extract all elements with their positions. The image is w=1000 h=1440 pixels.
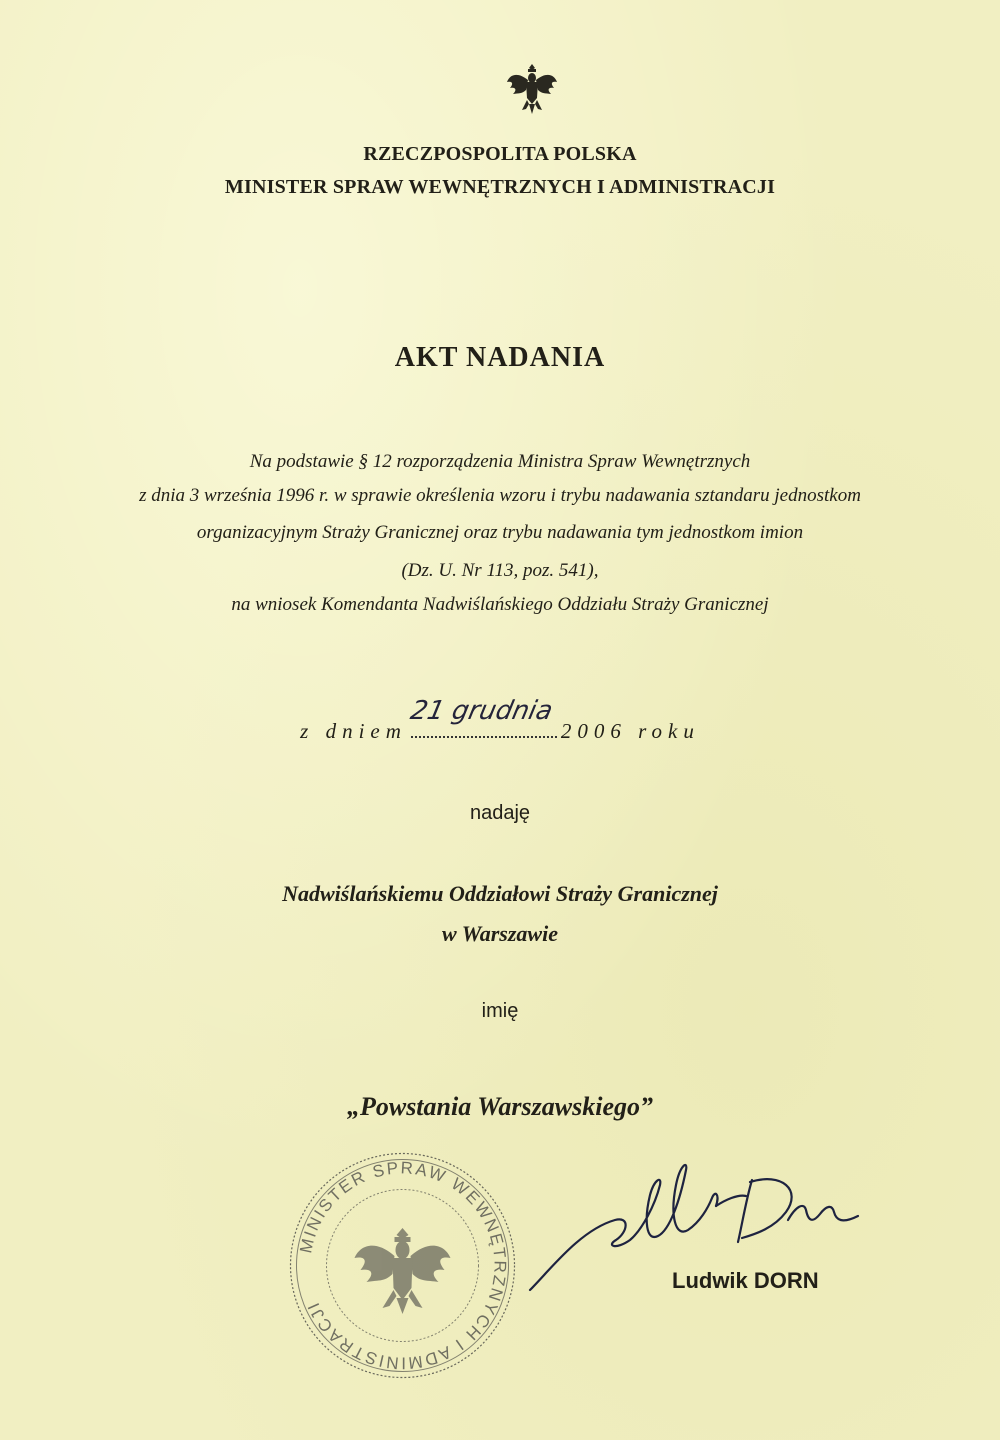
basis-line-1: Na podstawie § 12 rozporządzenia Ministra Spraw Wewnętrznych <box>249 451 751 472</box>
seal-text: MINISTER SPRAW WEWNĘTRZNYCH I ADMINISTRACJI <box>296 1158 510 1373</box>
name-label: imię <box>481 1000 519 1022</box>
header-ministry: MINISTER SPRAW WEWNĘTRZNYCH I ADMINISTRACJI <box>224 176 776 198</box>
grant-verb: nadaję <box>469 802 531 824</box>
unit-location: w Warszawie <box>442 921 558 946</box>
document-title: AKT NADANIA <box>394 342 606 373</box>
grant-date <box>0 696 1000 744</box>
basis-line-3: organizacyjnym Straży Granicznej oraz trybu nadawania tym jednostkom imion <box>196 522 804 543</box>
handwritten-date: 21 grudnia <box>407 696 556 726</box>
conferred-name: „Powstania Warszawskiego” <box>346 1092 654 1121</box>
basis-line-4: (Dz. U. Nr 113, poz. 541), <box>401 560 599 581</box>
date-prefix: z dniem <box>300 719 407 743</box>
basis-line-5: na wniosek Komendanta Nadwiślańskiego Oddziału Straży Granicznej <box>231 594 769 615</box>
seal-eagle-icon <box>355 1228 451 1314</box>
official-seal-stamp <box>285 1148 520 1383</box>
signer-name: Ludwik DORN <box>672 1268 819 1293</box>
polish-eagle-emblem-icon <box>504 60 560 116</box>
date-suffix: 2006 roku <box>560 719 700 743</box>
date-dotted-field <box>407 696 557 738</box>
unit-name: Nadwiślańskiemu Oddziałowi Straży Granicznej <box>282 881 718 906</box>
header-republic: RZECZPOSPOLITA POLSKA <box>363 143 637 165</box>
basis-line-2: z dnia 3 września 1996 r. w sprawie określenia wzoru i trybu nadawania sztandaru jednostkom <box>139 485 861 506</box>
